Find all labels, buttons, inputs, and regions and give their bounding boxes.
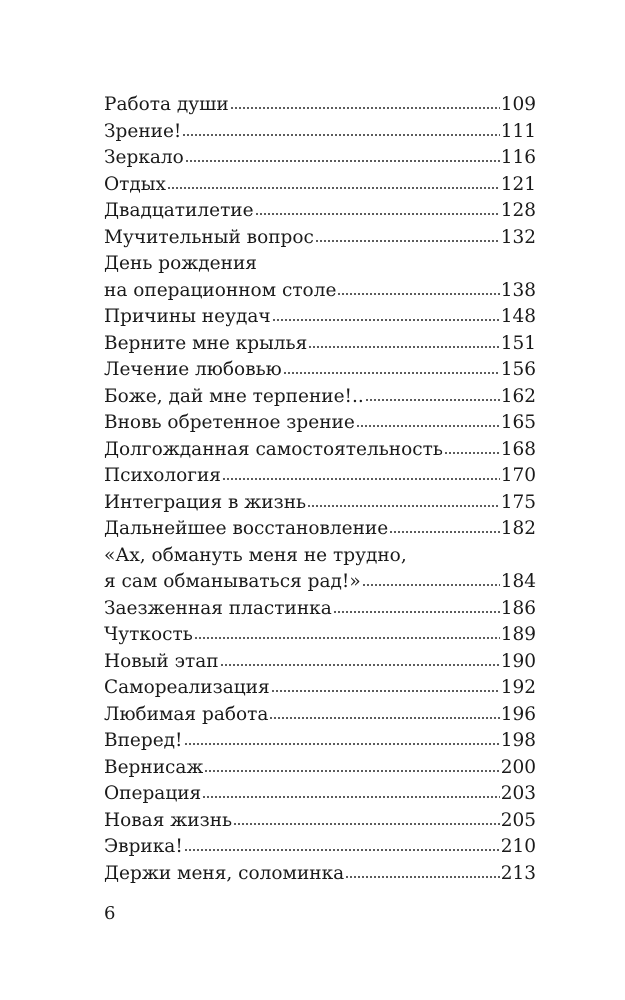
toc-entry <box>104 384 536 411</box>
toc-entry-title: Лечение любовью <box>104 359 282 380</box>
toc-entry-title: Новый этап <box>104 650 219 672</box>
toc-entry-page: 170 <box>500 465 536 486</box>
toc-entry-page: 175 <box>500 491 536 513</box>
toc-entry-title: Любимая работа <box>104 703 269 725</box>
toc-entry <box>104 357 536 384</box>
toc-entry-page: 138 <box>500 279 536 301</box>
toc-entry-page: 189 <box>500 624 536 645</box>
toc-entry-page: 192 <box>500 677 536 698</box>
toc-leader-dots <box>345 875 499 879</box>
toc-entry <box>104 861 536 888</box>
toc-entry-title: Двадцатилетие <box>104 200 254 221</box>
toc-leader-dots <box>222 477 500 481</box>
toc-entry <box>104 834 536 861</box>
toc-entry <box>104 622 536 649</box>
toc-leader-dots <box>272 318 500 322</box>
toc-leader-dots <box>307 504 500 508</box>
toc-entry <box>104 145 536 172</box>
toc-entry <box>104 728 536 755</box>
toc-entry-title: Верните мне крылья <box>104 332 308 354</box>
toc-entry-title: День рождения <box>104 253 257 274</box>
toc-entry-page: 168 <box>500 438 536 460</box>
toc-entry-title: «Ах, обмануть меня не трудно, <box>104 544 407 566</box>
toc-leader-dots <box>233 822 500 826</box>
toc-entry-title: Заезженная пластинка <box>104 597 332 619</box>
toc-entry <box>104 278 536 305</box>
toc-entry <box>104 410 536 437</box>
toc-entry-first-line <box>104 543 536 570</box>
toc-leader-dots <box>271 689 500 693</box>
toc-entry-title: Боже, дай мне терпение!.. <box>104 385 364 407</box>
toc-leader-dots <box>202 795 499 799</box>
toc-entry-title: Психология <box>104 465 221 486</box>
toc-entry-page: 151 <box>500 332 536 354</box>
toc-entry <box>104 437 536 464</box>
toc-leader-dots <box>315 239 500 243</box>
toc-entry-page: 186 <box>500 597 536 619</box>
toc-leader-dots <box>444 451 500 455</box>
toc-entry-title: Отдых <box>104 173 166 195</box>
toc-leader-dots <box>194 636 500 640</box>
toc-entry <box>104 92 536 119</box>
toc-entry <box>104 702 536 729</box>
toc-entry <box>104 463 536 490</box>
page-number: 6 <box>104 903 116 924</box>
toc-entry-title: Эврика! <box>104 836 183 857</box>
toc-entry-title: я сам обманываться рад!» <box>104 571 361 592</box>
toc-entry <box>104 808 536 835</box>
toc-entry <box>104 198 536 225</box>
toc-entry-title: Новая жизнь <box>104 809 233 831</box>
toc-entry <box>104 569 536 596</box>
toc-leader-dots <box>269 716 499 720</box>
toc-leader-dots <box>167 186 500 190</box>
toc-entry-page: 198 <box>500 730 536 751</box>
toc-leader-dots <box>362 583 500 587</box>
toc-entry <box>104 490 536 517</box>
toc-entry-title: Долгожданная самостоятельность <box>104 438 443 460</box>
toc-entry-title: Операция <box>104 783 202 804</box>
toc-leader-dots <box>184 848 500 852</box>
toc-leader-dots <box>182 133 499 137</box>
toc-entry-title: Дальнейшее восстановление <box>104 518 389 539</box>
toc-entry-page: 205 <box>500 809 536 831</box>
toc-leader-dots <box>356 424 500 428</box>
toc-entry <box>104 304 536 331</box>
toc-entry-page: 109 <box>500 94 536 115</box>
toc-entry-page: 156 <box>500 359 536 380</box>
toc-entry-title: Мучительный вопрос <box>104 226 314 248</box>
toc-leader-dots <box>220 663 500 667</box>
toc-leader-dots <box>308 345 499 349</box>
toc-leader-dots <box>333 610 500 614</box>
toc-entry-page: 210 <box>500 836 536 857</box>
toc-entry-title: Вернисаж <box>104 756 204 778</box>
toc-leader-dots <box>283 371 500 375</box>
toc-leader-dots <box>184 742 500 746</box>
toc-entry-page: 196 <box>500 703 536 725</box>
toc-entry-page: 200 <box>500 756 536 778</box>
toc-entry <box>104 675 536 702</box>
toc-leader-dots <box>365 398 500 402</box>
toc-entry-title: Зеркало <box>104 147 184 168</box>
toc-entry-title: Интеграция в жизнь <box>104 491 307 513</box>
toc-entry-page: 128 <box>500 200 536 221</box>
toc-entry <box>104 781 536 808</box>
toc-entry <box>104 119 536 146</box>
toc-entry-title: Зрение! <box>104 120 182 142</box>
toc-entry-page: 184 <box>500 571 536 592</box>
toc-entry-title: Работа души <box>104 94 229 115</box>
toc-entry-page: 148 <box>500 306 536 327</box>
toc-entry <box>104 755 536 782</box>
toc-entry-page: 132 <box>500 226 536 248</box>
toc-entry-page: 165 <box>500 412 536 433</box>
toc-entry-page: 190 <box>500 650 536 672</box>
toc-leader-dots <box>255 212 500 216</box>
toc-entry <box>104 331 536 358</box>
toc-entry-page: 182 <box>500 518 536 539</box>
toc-entry-first-line <box>104 251 536 278</box>
table-of-contents <box>104 92 536 887</box>
toc-entry-title: Чуткость <box>104 624 193 645</box>
toc-entry-page: 116 <box>500 147 536 168</box>
toc-leader-dots <box>204 769 499 773</box>
toc-entry-page: 213 <box>500 862 536 884</box>
toc-leader-dots <box>185 159 500 163</box>
toc-entry-page: 121 <box>500 173 536 195</box>
toc-entry-title: на операционном столе <box>104 279 337 301</box>
toc-entry <box>104 596 536 623</box>
toc-entry <box>104 225 536 252</box>
toc-entry-title: Причины неудач <box>104 306 271 327</box>
toc-entry-title: Самореализация <box>104 677 270 698</box>
toc-leader-dots <box>337 292 499 296</box>
toc-entry-title: Вперед! <box>104 730 183 751</box>
toc-leader-dots <box>389 530 499 534</box>
toc-entry-title: Вновь обретенное зрение <box>104 412 355 433</box>
toc-entry-title: Держи меня, соломинка <box>104 862 345 884</box>
toc-entry <box>104 172 536 199</box>
toc-entry-page: 162 <box>500 385 536 407</box>
toc-entry-page: 203 <box>500 783 536 804</box>
toc-entry <box>104 649 536 676</box>
toc-entry-page: 111 <box>500 120 536 142</box>
toc-entry <box>104 516 536 543</box>
toc-leader-dots <box>230 106 500 110</box>
